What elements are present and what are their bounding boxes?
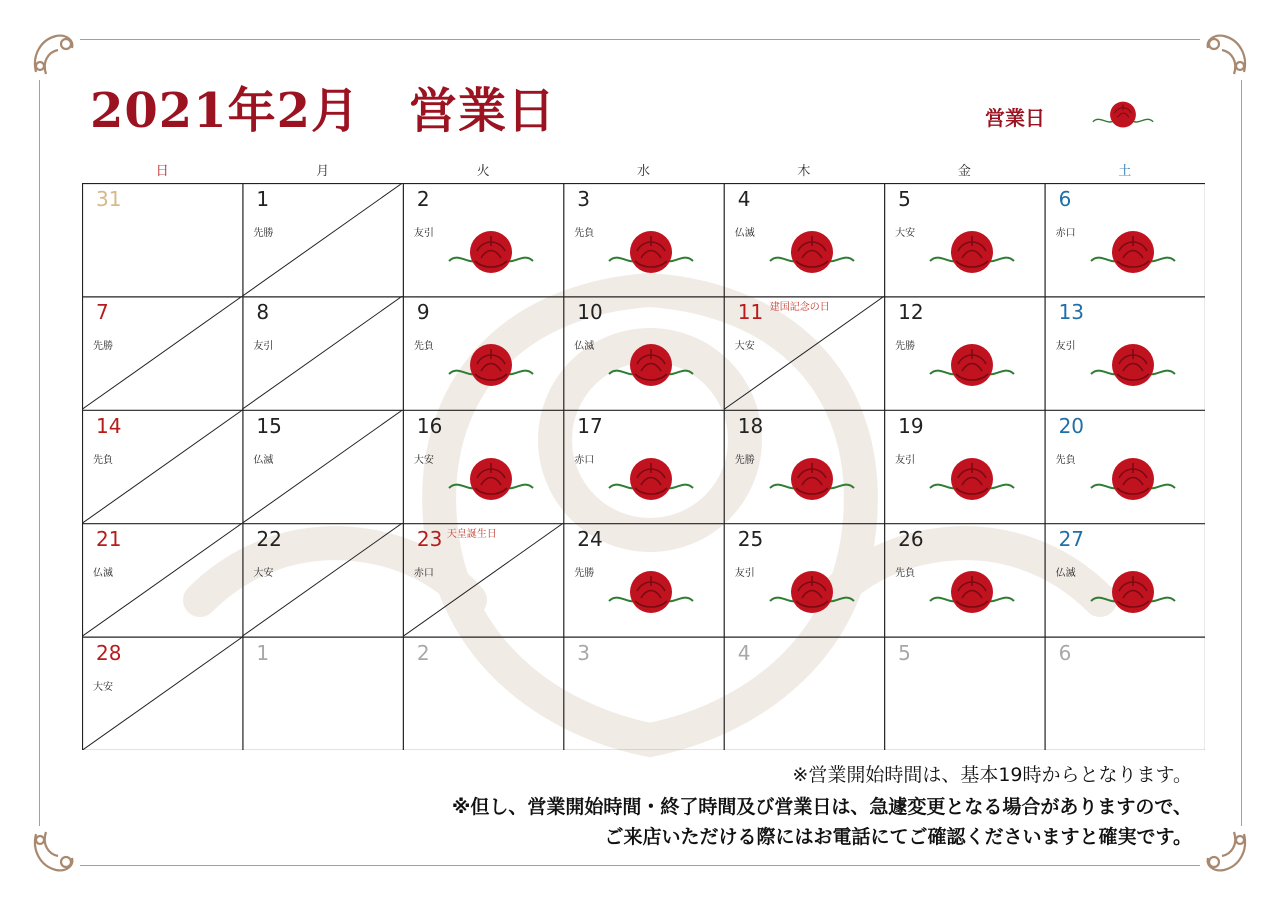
rose-icon <box>766 454 858 506</box>
note-line-2: ※但し、営業開始時間・終了時間及び営業日は、急遽変更となる場合がありますので、 <box>451 796 1192 818</box>
note-line-1: ※営業開始時間は、基本19時からとなります。 <box>792 764 1192 786</box>
calendar-day-cell <box>82 523 242 636</box>
rokuyo-label: 仏滅 <box>93 568 113 580</box>
rokuyo-label: 大安 <box>413 454 434 466</box>
closed-day-slash <box>403 523 563 636</box>
day-number: 27 <box>1058 527 1085 552</box>
day-number: 14 <box>96 413 122 438</box>
calendar-day-cell <box>724 183 884 296</box>
day-number: 6 <box>1058 640 1072 665</box>
rokuyo-label: 仏滅 <box>574 341 595 353</box>
weekday-label: 水 <box>636 164 650 179</box>
calendar-day-cell <box>724 523 884 636</box>
rose-icon <box>605 454 697 506</box>
calendar-day-cell <box>1045 523 1205 636</box>
rokuyo-label: 友引 <box>413 228 434 239</box>
day-number: 7 <box>96 300 109 325</box>
day-number: 31 <box>96 187 122 211</box>
corner-ornament-icon <box>26 26 82 82</box>
calendar-day-cell <box>884 296 1044 409</box>
corner-ornament-icon <box>1198 824 1254 880</box>
day-number: 3 <box>577 640 591 665</box>
calendar-day-cell <box>1045 637 1205 750</box>
rokuyo-label: 先勝 <box>253 228 274 239</box>
rokuyo-label: 先勝 <box>574 568 595 580</box>
weekday-label: 月 <box>316 164 330 179</box>
day-number: 8 <box>256 300 270 325</box>
rose-icon <box>445 454 537 506</box>
calendar-day-cell <box>563 296 723 409</box>
page-title: 2021年2月 営業日 <box>90 83 556 139</box>
legend-label: 営業日 <box>985 106 1045 130</box>
weekday-label: 日 <box>155 164 169 179</box>
day-number: 5 <box>898 187 911 211</box>
calendar-day-cell <box>242 637 402 750</box>
day-number: 28 <box>96 640 122 665</box>
calendar-day-cell <box>242 183 402 296</box>
calendar-day-cell <box>1045 410 1205 523</box>
rose-icon <box>1087 454 1179 506</box>
calendar-day-cell <box>403 296 563 409</box>
day-number: 25 <box>737 527 764 552</box>
frame-right-line <box>1241 80 1242 826</box>
holiday-label: 建国記念の日 <box>769 302 830 314</box>
rokuyo-label: 大安 <box>895 228 916 239</box>
rose-icon <box>926 454 1018 506</box>
day-number: 9 <box>416 300 430 325</box>
day-number: 22 <box>256 527 282 552</box>
rose-icon <box>1087 340 1179 392</box>
rose-icon <box>445 340 537 392</box>
calendar-day-cell <box>403 410 563 523</box>
calendar-day-cell <box>403 183 563 296</box>
calendar-day-cell <box>82 296 242 409</box>
day-number: 6 <box>1058 187 1072 211</box>
calendar-day-cell <box>403 523 563 636</box>
calendar-day-cell <box>242 296 402 409</box>
calendar-day-cell <box>242 410 402 523</box>
rokuyo-label: 友引 <box>253 341 274 353</box>
day-number: 16 <box>416 413 443 438</box>
calendar-day-cell <box>563 183 723 296</box>
day-number: 2 <box>416 640 430 665</box>
calendar-day-cell <box>82 637 242 750</box>
rokuyo-label: 先勝 <box>895 341 916 353</box>
day-number: 2 <box>416 187 430 211</box>
calendar-day-cell <box>884 183 1044 296</box>
closed-day-slash <box>242 410 402 523</box>
frame-left-line <box>39 80 40 826</box>
calendar-day-cell <box>563 410 723 523</box>
day-number: 1 <box>256 640 270 665</box>
rokuyo-label: 赤口 <box>574 454 595 466</box>
calendar-day-cell <box>1045 296 1205 409</box>
rokuyo-label: 先負 <box>93 454 113 466</box>
frame-bottom-line <box>80 865 1200 866</box>
calendar-day-cell <box>82 183 242 296</box>
rokuyo-label: 大安 <box>253 568 274 580</box>
weekday-label: 木 <box>797 164 811 179</box>
closed-day-slash <box>242 296 402 409</box>
rose-icon <box>605 227 697 279</box>
day-number: 15 <box>256 413 282 438</box>
weekday-label: 火 <box>476 164 490 179</box>
day-number: 24 <box>577 527 603 552</box>
calendar-day-cell <box>563 637 723 750</box>
rokuyo-label: 先勝 <box>93 341 113 353</box>
day-number: 3 <box>577 187 591 211</box>
rose-icon <box>445 227 537 279</box>
calendar-grid <box>82 183 1205 750</box>
corner-ornament-icon <box>1198 26 1254 82</box>
corner-ornament-icon <box>26 824 82 880</box>
weekday-label: 金 <box>957 164 971 179</box>
rose-icon <box>1087 567 1179 619</box>
day-number: 1 <box>256 187 270 211</box>
closed-day-slash <box>82 523 242 636</box>
day-number: 23 <box>416 527 443 552</box>
calendar-day-cell <box>403 637 563 750</box>
rokuyo-label: 先負 <box>413 341 434 353</box>
day-number: 18 <box>737 413 764 438</box>
day-number: 10 <box>577 300 603 325</box>
rokuyo-label: 赤口 <box>413 568 434 580</box>
day-number: 13 <box>1058 300 1085 325</box>
day-number: 17 <box>577 413 603 438</box>
closed-day-slash <box>82 410 242 523</box>
rose-icon <box>1087 227 1179 279</box>
day-number: 21 <box>96 527 122 552</box>
calendar-day-cell <box>724 410 884 523</box>
rokuyo-label: 仏滅 <box>734 228 755 239</box>
calendar-day-cell <box>884 523 1044 636</box>
rose-icon <box>1090 96 1156 136</box>
calendar-day-cell <box>82 410 242 523</box>
weekday-label: 土 <box>1118 164 1132 179</box>
day-number: 4 <box>737 187 751 211</box>
rokuyo-label: 仏滅 <box>1055 568 1076 580</box>
rokuyo-label: 友引 <box>1055 341 1076 353</box>
day-number: 12 <box>898 300 924 325</box>
rose-icon <box>926 567 1018 619</box>
rokuyo-label: 友引 <box>895 454 916 466</box>
rokuyo-label: 赤口 <box>1055 228 1076 239</box>
calendar-day-cell <box>884 410 1044 523</box>
calendar-day-cell <box>563 523 723 636</box>
closed-day-slash <box>724 296 884 409</box>
rose-icon <box>766 567 858 619</box>
rokuyo-label: 友引 <box>734 568 755 580</box>
day-number: 26 <box>898 527 924 552</box>
closed-day-slash <box>82 296 242 409</box>
closed-day-slash <box>242 523 402 636</box>
day-number: 19 <box>898 413 924 438</box>
rose-icon <box>926 340 1018 392</box>
rokuyo-label: 先負 <box>1055 454 1076 466</box>
rose-icon <box>926 227 1018 279</box>
rose-icon <box>605 340 697 392</box>
rokuyo-label: 仏滅 <box>253 454 274 466</box>
frame-top-line <box>80 39 1200 40</box>
rokuyo-label: 先負 <box>895 568 916 580</box>
rokuyo-label: 大安 <box>93 681 113 693</box>
calendar-day-cell <box>724 637 884 750</box>
holiday-label: 天皇誕生日 <box>446 529 497 541</box>
rose-icon <box>605 567 697 619</box>
rokuyo-label: 先負 <box>574 228 595 239</box>
calendar-day-cell <box>724 296 884 409</box>
calendar-day-cell <box>242 523 402 636</box>
closed-day-slash <box>82 637 242 750</box>
day-number: 20 <box>1058 413 1085 438</box>
day-number: 11 <box>737 300 764 325</box>
calendar-day-cell <box>884 637 1044 750</box>
closed-day-slash <box>242 183 402 296</box>
note-line-3: ご来店いただける際にはお電話にてご確認くださいますと確実です。 <box>604 826 1192 848</box>
rose-icon <box>766 227 858 279</box>
rokuyo-label: 大安 <box>734 341 755 353</box>
day-number: 5 <box>898 640 911 665</box>
day-number: 4 <box>737 640 751 665</box>
calendar-day-cell <box>1045 183 1205 296</box>
rokuyo-label: 先勝 <box>734 454 755 466</box>
